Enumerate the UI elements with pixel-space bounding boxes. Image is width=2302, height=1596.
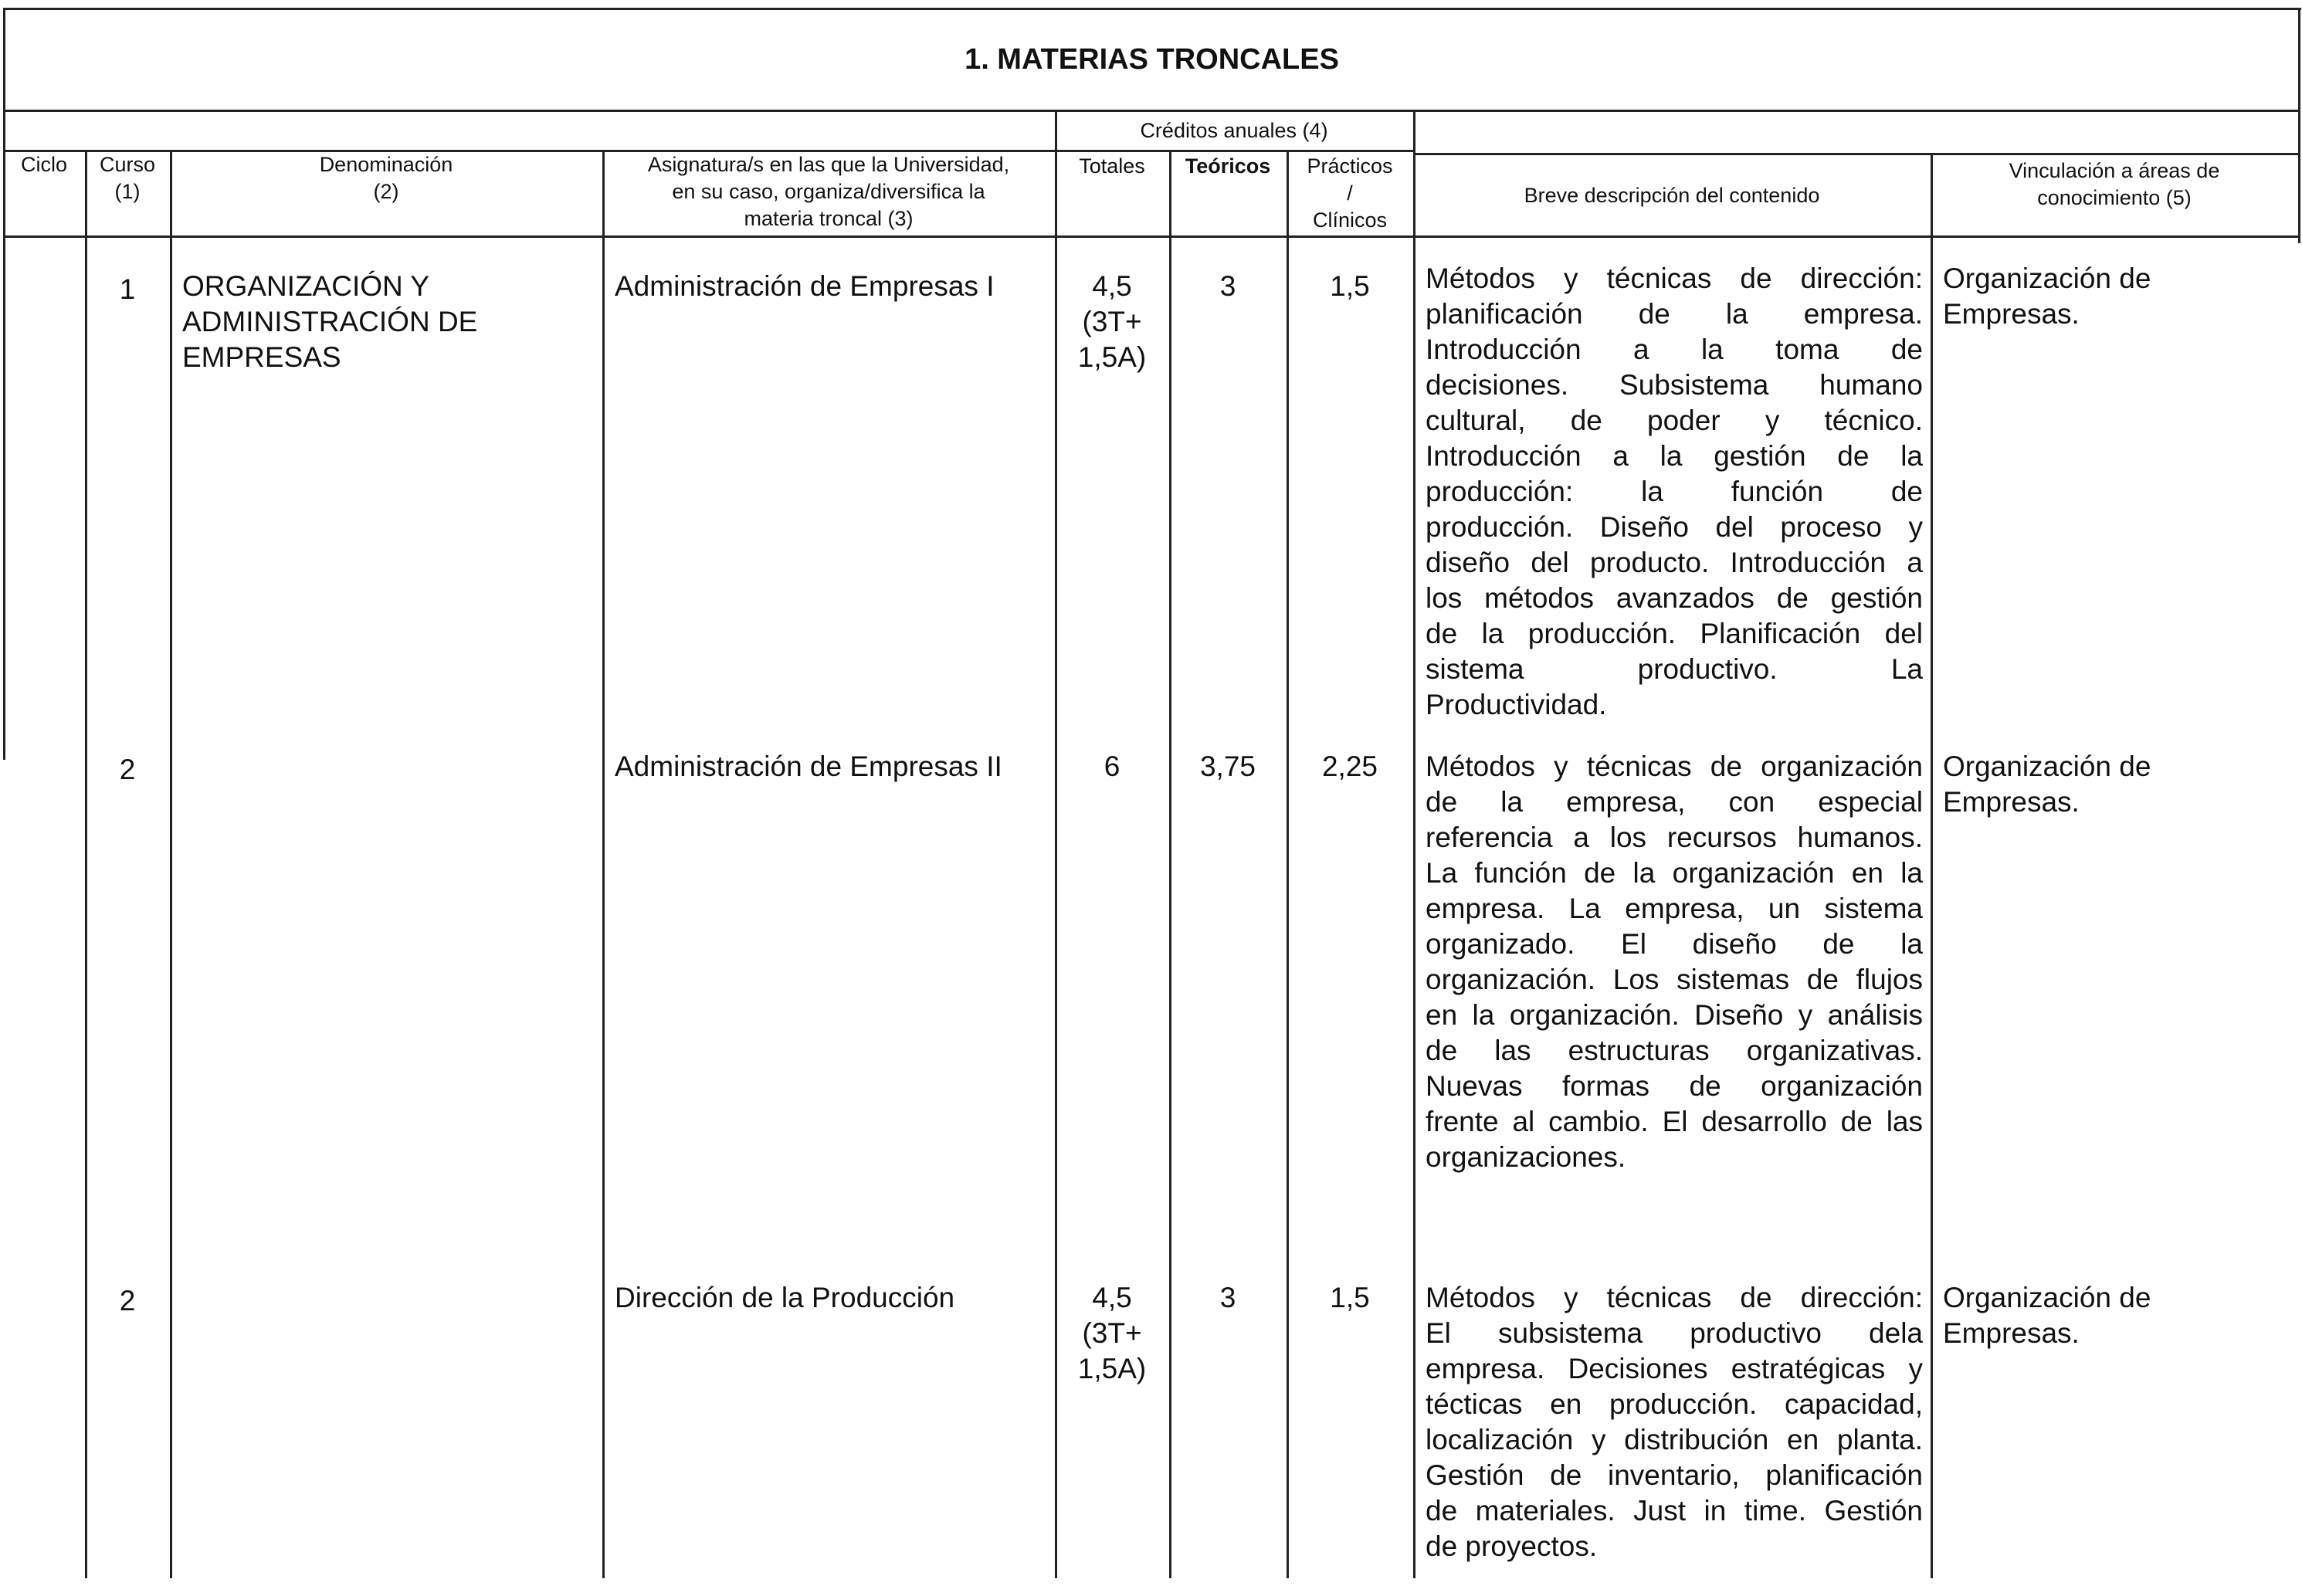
- row-totales: 4,5 (3T+ 1,5A): [1077, 270, 1147, 373]
- col-sep-denominacion: [170, 150, 172, 1578]
- header-vinculacion: Vinculación a áreas de conocimiento (5): [2009, 159, 2220, 209]
- col-sep-descripcion: [1413, 110, 1415, 1578]
- page-title: 1. MATERIAS TRONCALES: [965, 43, 1339, 76]
- creditos-rule: [1055, 150, 1413, 152]
- denominacion-text: ORGANIZACIÓN Y ADMINISTRACIÓN DE EMPRESAS: [182, 270, 478, 373]
- row-curso: 2: [119, 1285, 136, 1316]
- row-practicos: 1,5: [1330, 1282, 1370, 1313]
- header-asignatura: Asignatura/s en las que la Universidad, en su caso, organiza/diversifica la materia troncal (3): [647, 153, 1010, 230]
- row-vinculacion: Organización de Empresas.: [1943, 751, 2151, 818]
- table-border-left: [3, 8, 5, 760]
- header-teoricos: Teóricos: [1185, 154, 1271, 178]
- header-ciclo: Ciclo: [20, 153, 67, 176]
- header-curso: Curso (1): [99, 153, 156, 203]
- row-asignatura: Administración de Empresas II: [615, 751, 1002, 782]
- row-asignatura: Dirección de la Producción: [615, 1282, 955, 1313]
- row-totales: 6: [1104, 751, 1120, 782]
- col-sep-asignatura: [602, 150, 605, 1578]
- row-totales: 4,5 (3T+ 1,5A): [1077, 1282, 1147, 1384]
- row-vinculacion: Organización de Empresas.: [1943, 1282, 2151, 1349]
- col-sep-practicos: [1287, 150, 1289, 1578]
- header-descripcion: Breve descripción del contenido: [1524, 184, 1820, 207]
- header-denominacion: Denominación (2): [319, 153, 453, 203]
- col-sep-vinculacion: [1931, 153, 1933, 1578]
- row-teoricos: 3: [1219, 1282, 1236, 1313]
- row-curso: 1: [119, 273, 136, 305]
- header-totales: Totales: [1079, 154, 1145, 178]
- title-rule: [3, 110, 2300, 112]
- row-practicos: 1,5: [1330, 270, 1370, 302]
- col-sep-teoricos: [1169, 150, 1171, 1578]
- row-descripcion: Métodos y técnicas de dirección: El subsistema productivo dela empresa. Decisiones estratégicas y técticas en producción. capacidad, localización y distribución en planta. Gestión de inventario, planificación de materiales. Just in time. Gestión de proyectos.: [1426, 1282, 1923, 1562]
- row-vinculacion: Organización de Empresas.: [1943, 263, 2151, 330]
- header-creditos-anuales: Créditos anuales (4): [1140, 119, 1328, 142]
- row-asignatura: Administración de Empresas I: [615, 270, 995, 302]
- row-teoricos: 3: [1219, 270, 1236, 302]
- row-curso: 2: [119, 754, 136, 785]
- header-practicos: Prácticos / Clínicos: [1307, 154, 1393, 232]
- table-border-top: [3, 8, 2301, 10]
- col-sep-curso: [85, 150, 87, 1578]
- row-teoricos: 3,75: [1199, 751, 1256, 782]
- right-header-rule: [1413, 153, 2300, 155]
- row-descripcion: Métodos y técnicas de dirección: planificación de la empresa. Introducción a la toma de decisiones. Subsistema humano cultural, de poder y técnico. Introducción a la gestión de la producción: la función de producción. Diseño del proceso y diseño del producto. Introducción a los métodos avanzados de gestión de la producción. Planificación del sistema productivo. La Productividad.: [1426, 263, 1923, 720]
- row-practicos: 2,25: [1321, 751, 1378, 782]
- header-bottom-rule: [3, 236, 2300, 238]
- row-descripcion: Métodos y técnicas de organización de la empresa, con especial referencia a los recursos humanos. La función de la organización en la empresa. La empresa, un sistema organizado. El diseño de la organización. Los sistemas de flujos en la organización. Diseño y análisis de las estructuras organizativas. Nuevas formas de organización frente al cambio. El desarrollo de las organizaciones.: [1426, 751, 1923, 1173]
